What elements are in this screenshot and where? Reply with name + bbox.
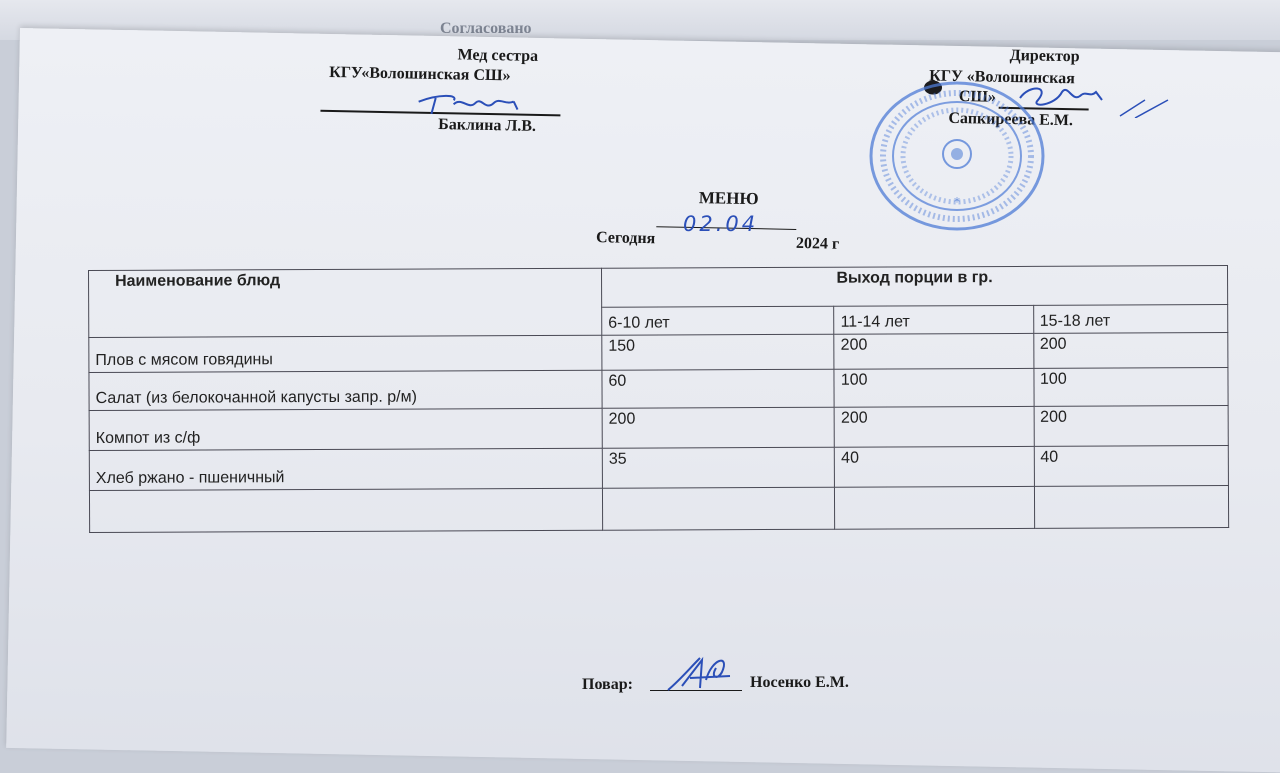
right-org-line2: СШ» bbox=[958, 88, 997, 106]
age-group-11-14: 11-14 лет bbox=[834, 305, 1033, 334]
handwritten-date: 02.04 bbox=[683, 212, 759, 236]
portion-15-18: 40 bbox=[1034, 446, 1229, 487]
right-signer: Сапкиреева Е.М. bbox=[948, 109, 1074, 130]
table-row bbox=[89, 333, 1228, 373]
portion-6-10 bbox=[602, 487, 835, 530]
table-row bbox=[89, 406, 1228, 451]
header-dish-name: Наименование блюд bbox=[89, 268, 602, 337]
menu-table bbox=[88, 265, 1229, 533]
portion-11-14: 40 bbox=[835, 446, 1034, 487]
svg-text:*: * bbox=[954, 195, 960, 209]
dish-name: Плов с мясом говядины bbox=[89, 335, 602, 372]
menu-title: МЕНЮ bbox=[698, 188, 759, 209]
dish-name bbox=[89, 488, 602, 532]
director-signature-icon bbox=[1010, 78, 1170, 118]
date-prefix: Сегодня bbox=[595, 229, 656, 248]
portion-6-10: 200 bbox=[602, 407, 835, 448]
dish-name: Хлеб ржано - пшеничный bbox=[89, 448, 602, 490]
table-row bbox=[89, 446, 1228, 491]
portion-15-18: 200 bbox=[1033, 333, 1228, 369]
cook-signer: Носенко Е.М. bbox=[750, 674, 849, 691]
header-portion-size: Выход порции в гр. bbox=[601, 266, 1227, 308]
left-signer: Баклина Л.В. bbox=[438, 116, 537, 135]
left-org: КГУ«Волошинская СШ» bbox=[329, 63, 511, 85]
portion-11-14: 200 bbox=[834, 333, 1033, 369]
portion-15-18: 200 bbox=[1034, 406, 1229, 447]
right-org-line1: КГУ «Волошинская bbox=[929, 67, 1076, 88]
portion-15-18: 100 bbox=[1033, 368, 1228, 407]
portion-15-18 bbox=[1034, 486, 1229, 529]
portion-6-10: 35 bbox=[602, 447, 835, 488]
right-role: Директор bbox=[1009, 47, 1080, 66]
left-role: Мед сестра bbox=[457, 46, 539, 65]
cook-role: Повар: bbox=[582, 676, 633, 693]
table-row-empty bbox=[89, 486, 1228, 533]
left-signature-icon bbox=[413, 88, 524, 120]
age-group-6-10: 6-10 лет bbox=[602, 306, 834, 335]
age-group-15-18: 15-18 лет bbox=[1033, 305, 1228, 334]
portion-11-14: 200 bbox=[834, 406, 1033, 447]
cook-signature-icon bbox=[660, 650, 750, 696]
portion-6-10: 60 bbox=[602, 369, 835, 408]
portion-6-10: 150 bbox=[602, 334, 835, 370]
portion-11-14 bbox=[835, 486, 1034, 529]
dish-name: Компот из с/ф bbox=[89, 408, 602, 450]
dish-name: Салат (из белокочанной капусты запр. р/м) bbox=[89, 370, 602, 410]
table-row bbox=[89, 368, 1228, 411]
date-suffix: 2024 г bbox=[795, 234, 840, 253]
portion-11-14: 100 bbox=[834, 368, 1033, 407]
table-header-row bbox=[89, 266, 1228, 310]
faded-approval-label: Согласовано bbox=[440, 20, 532, 37]
